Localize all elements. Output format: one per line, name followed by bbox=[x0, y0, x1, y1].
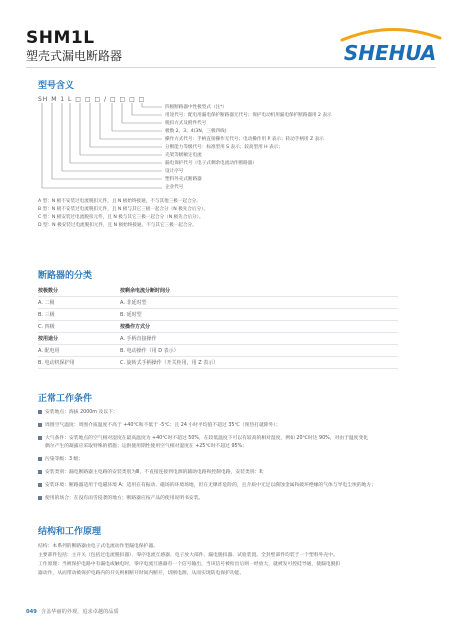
model-note: C 型：N 极安装过电流脱扣元件，且 N 极与其它三极一起合分（N 极先合后分）。 bbox=[38, 215, 204, 220]
bullet-icon bbox=[38, 457, 42, 461]
model-item: 用途代号：配电用漏电保护断路器无代号；保护电动机用漏电保护断路器用 2 表示 bbox=[165, 113, 332, 118]
model-code-bracket-lines bbox=[40, 103, 165, 191]
condition-item: 大气条件：安装地点的空气相对湿度在最高温度为 +40℃时不超过 50%，在较低温度下可以有较高的相对湿度，例如 20℃时达 90%，对由于温度变化 bbox=[38, 434, 368, 441]
class-cell: B. 延时型 bbox=[120, 312, 142, 318]
condition-item-cont: 偶尔产生的凝露应采取特殊的措施；运供使用期性使用空气相对湿度在 +25℃时不超过 95%； bbox=[45, 444, 247, 449]
class-cell: A. 配电用 bbox=[38, 348, 60, 354]
condition-item: 安装地点：海拔 2000m 及以下； bbox=[38, 408, 118, 415]
bullet-icon bbox=[38, 436, 42, 440]
class-divider bbox=[38, 344, 398, 345]
page-number: 049 bbox=[26, 609, 37, 615]
model-note: D 型：N 极安装过电流脱扣元件，且 N 极始终接通，不与其它三极一起合分。 bbox=[38, 223, 197, 228]
model-item: 企业代号 bbox=[165, 185, 184, 190]
bullet-icon bbox=[38, 483, 42, 487]
model-item: 四极断路器中性极型式（注*） bbox=[165, 105, 228, 110]
structure-paragraph: 工作原理：当被保护电路中有漏电或触电时，零序电流互感器有一个信号输出，当该信号被检出后则一经放大，就被发可控硅导通，使漏电脱扣 bbox=[38, 562, 341, 567]
class-divider bbox=[38, 320, 398, 321]
model-item: 分断能力等级代号：标准型用 S 表示；较高型用 H 表示； bbox=[165, 145, 283, 150]
page-subtitle: 塑壳式漏电断路器 bbox=[26, 49, 123, 63]
class-cell: 按用途分 bbox=[38, 336, 59, 342]
model-note: B 型：N 极不安装过电流脱扣元件，且 N 极与其它三极一起合分（N 极先合后分）。 bbox=[38, 207, 209, 212]
condition-item: 安装环境：断路器适用于电磁环境 A；适用在有振动、磁场的环境场地，但在无爆炸危险的，且介质中无足以腐蚀金属和破坏绝缘的气体与导电尘埃的地方； bbox=[38, 481, 376, 488]
structure-paragraph: 主要部件包括：主开关（包括过电流脱扣器）、零序电流互感器、电子放大部件、漏电脱扣器、试验装置。全封壁部件均装于一个塑料外壳中。 bbox=[38, 553, 338, 558]
class-divider bbox=[38, 356, 398, 357]
class-divider bbox=[38, 368, 398, 369]
class-cell: A. 二极 bbox=[38, 300, 55, 306]
class-divider bbox=[38, 296, 398, 297]
class-cell: A. 手柄直接操作 bbox=[120, 336, 157, 342]
condition-item: 安装类别：漏电断路器主电路的安装类别为Ⅲ，不直接连接到电源的辅助电路和控制电路，安装类别：Ⅱ； bbox=[38, 468, 267, 475]
model-item: 壳架等级额定电流 bbox=[165, 153, 202, 158]
class-cell: B. 电动操作（用 D 表示） bbox=[120, 348, 179, 354]
bullet-icon bbox=[38, 423, 42, 427]
model-item: 漏电保护代号（电子式剩余电流动作断路器） bbox=[165, 161, 257, 166]
bullet-icon bbox=[38, 410, 42, 414]
class-divider bbox=[38, 332, 398, 333]
conditions-heading: 正常工作条件 bbox=[38, 394, 93, 404]
model-note: A 型：N 极不安装过电流脱扣元件，且 N 极始终接通，不与其他三极一起合分。 bbox=[38, 199, 201, 204]
shehua-logo bbox=[336, 22, 444, 66]
svg-text:SHEHUA: SHEHUA bbox=[343, 41, 437, 65]
structure-heading: 结构和工作原理 bbox=[38, 527, 102, 537]
model-item: 脱扣方式及附件代号 bbox=[165, 121, 207, 126]
condition-item: 周围空气温度：周围介质温度不高于 +40℃和不低于 -5℃；且 24 小时平均值不超过 35℃（预热打就除外）； bbox=[38, 421, 281, 428]
bullet-icon bbox=[38, 496, 42, 500]
class-cell: C. 旋转式手柄操作（开关柜用，用 Z 表示） bbox=[120, 360, 219, 366]
class-cell: A. 非延时型 bbox=[120, 300, 147, 306]
class-cell: 按操作方式分 bbox=[120, 324, 151, 330]
model-item: 设计序号 bbox=[165, 169, 184, 174]
class-cell: 按极数分 bbox=[38, 288, 59, 294]
condition-item: 使用的场合：在没有雨雪侵袭的地方；断路器应按产品的使用说明书安装。 bbox=[38, 494, 203, 501]
class-cell: B. 电动机保护用 bbox=[38, 360, 75, 366]
footer-slogan: 含盖华丽的外观，追求卓越的品质 bbox=[40, 609, 119, 615]
class-cell: 按剩余电流分断时间分 bbox=[120, 288, 171, 294]
model-code: SH M 1 L □ □ □ / □ □ □ □ bbox=[38, 96, 146, 103]
model-heading: 型号含义 bbox=[38, 81, 75, 91]
model-item: 操作方式代号：手柄直接操作无代号；电动操作用 P 表示；转动手柄用 Z 表示 bbox=[165, 137, 324, 142]
page-title: SHM1L bbox=[26, 28, 95, 48]
structure-paragraph: 结构：本系列的断路器由电子式电流动作型漏电保护器。 bbox=[38, 544, 158, 549]
bullet-icon bbox=[38, 470, 42, 474]
condition-item: 污染等级：3 级； bbox=[38, 455, 83, 462]
page-footer bbox=[26, 608, 119, 615]
class-divider bbox=[38, 308, 398, 309]
classification-heading: 断路器的分类 bbox=[38, 271, 93, 281]
class-cell: B. 三极 bbox=[38, 312, 55, 318]
structure-paragraph: 器动作，从而带动被保护电路内的开关则相断开时间内断开，切断电源，从而实现防电保护功能。 bbox=[38, 571, 245, 576]
model-item: 极数 2、3、4(3N，三极四线) bbox=[165, 129, 227, 134]
model-item: 塑料外壳式断路器 bbox=[165, 177, 202, 182]
class-cell: C. 四极 bbox=[38, 324, 55, 330]
header-divider bbox=[26, 67, 436, 68]
